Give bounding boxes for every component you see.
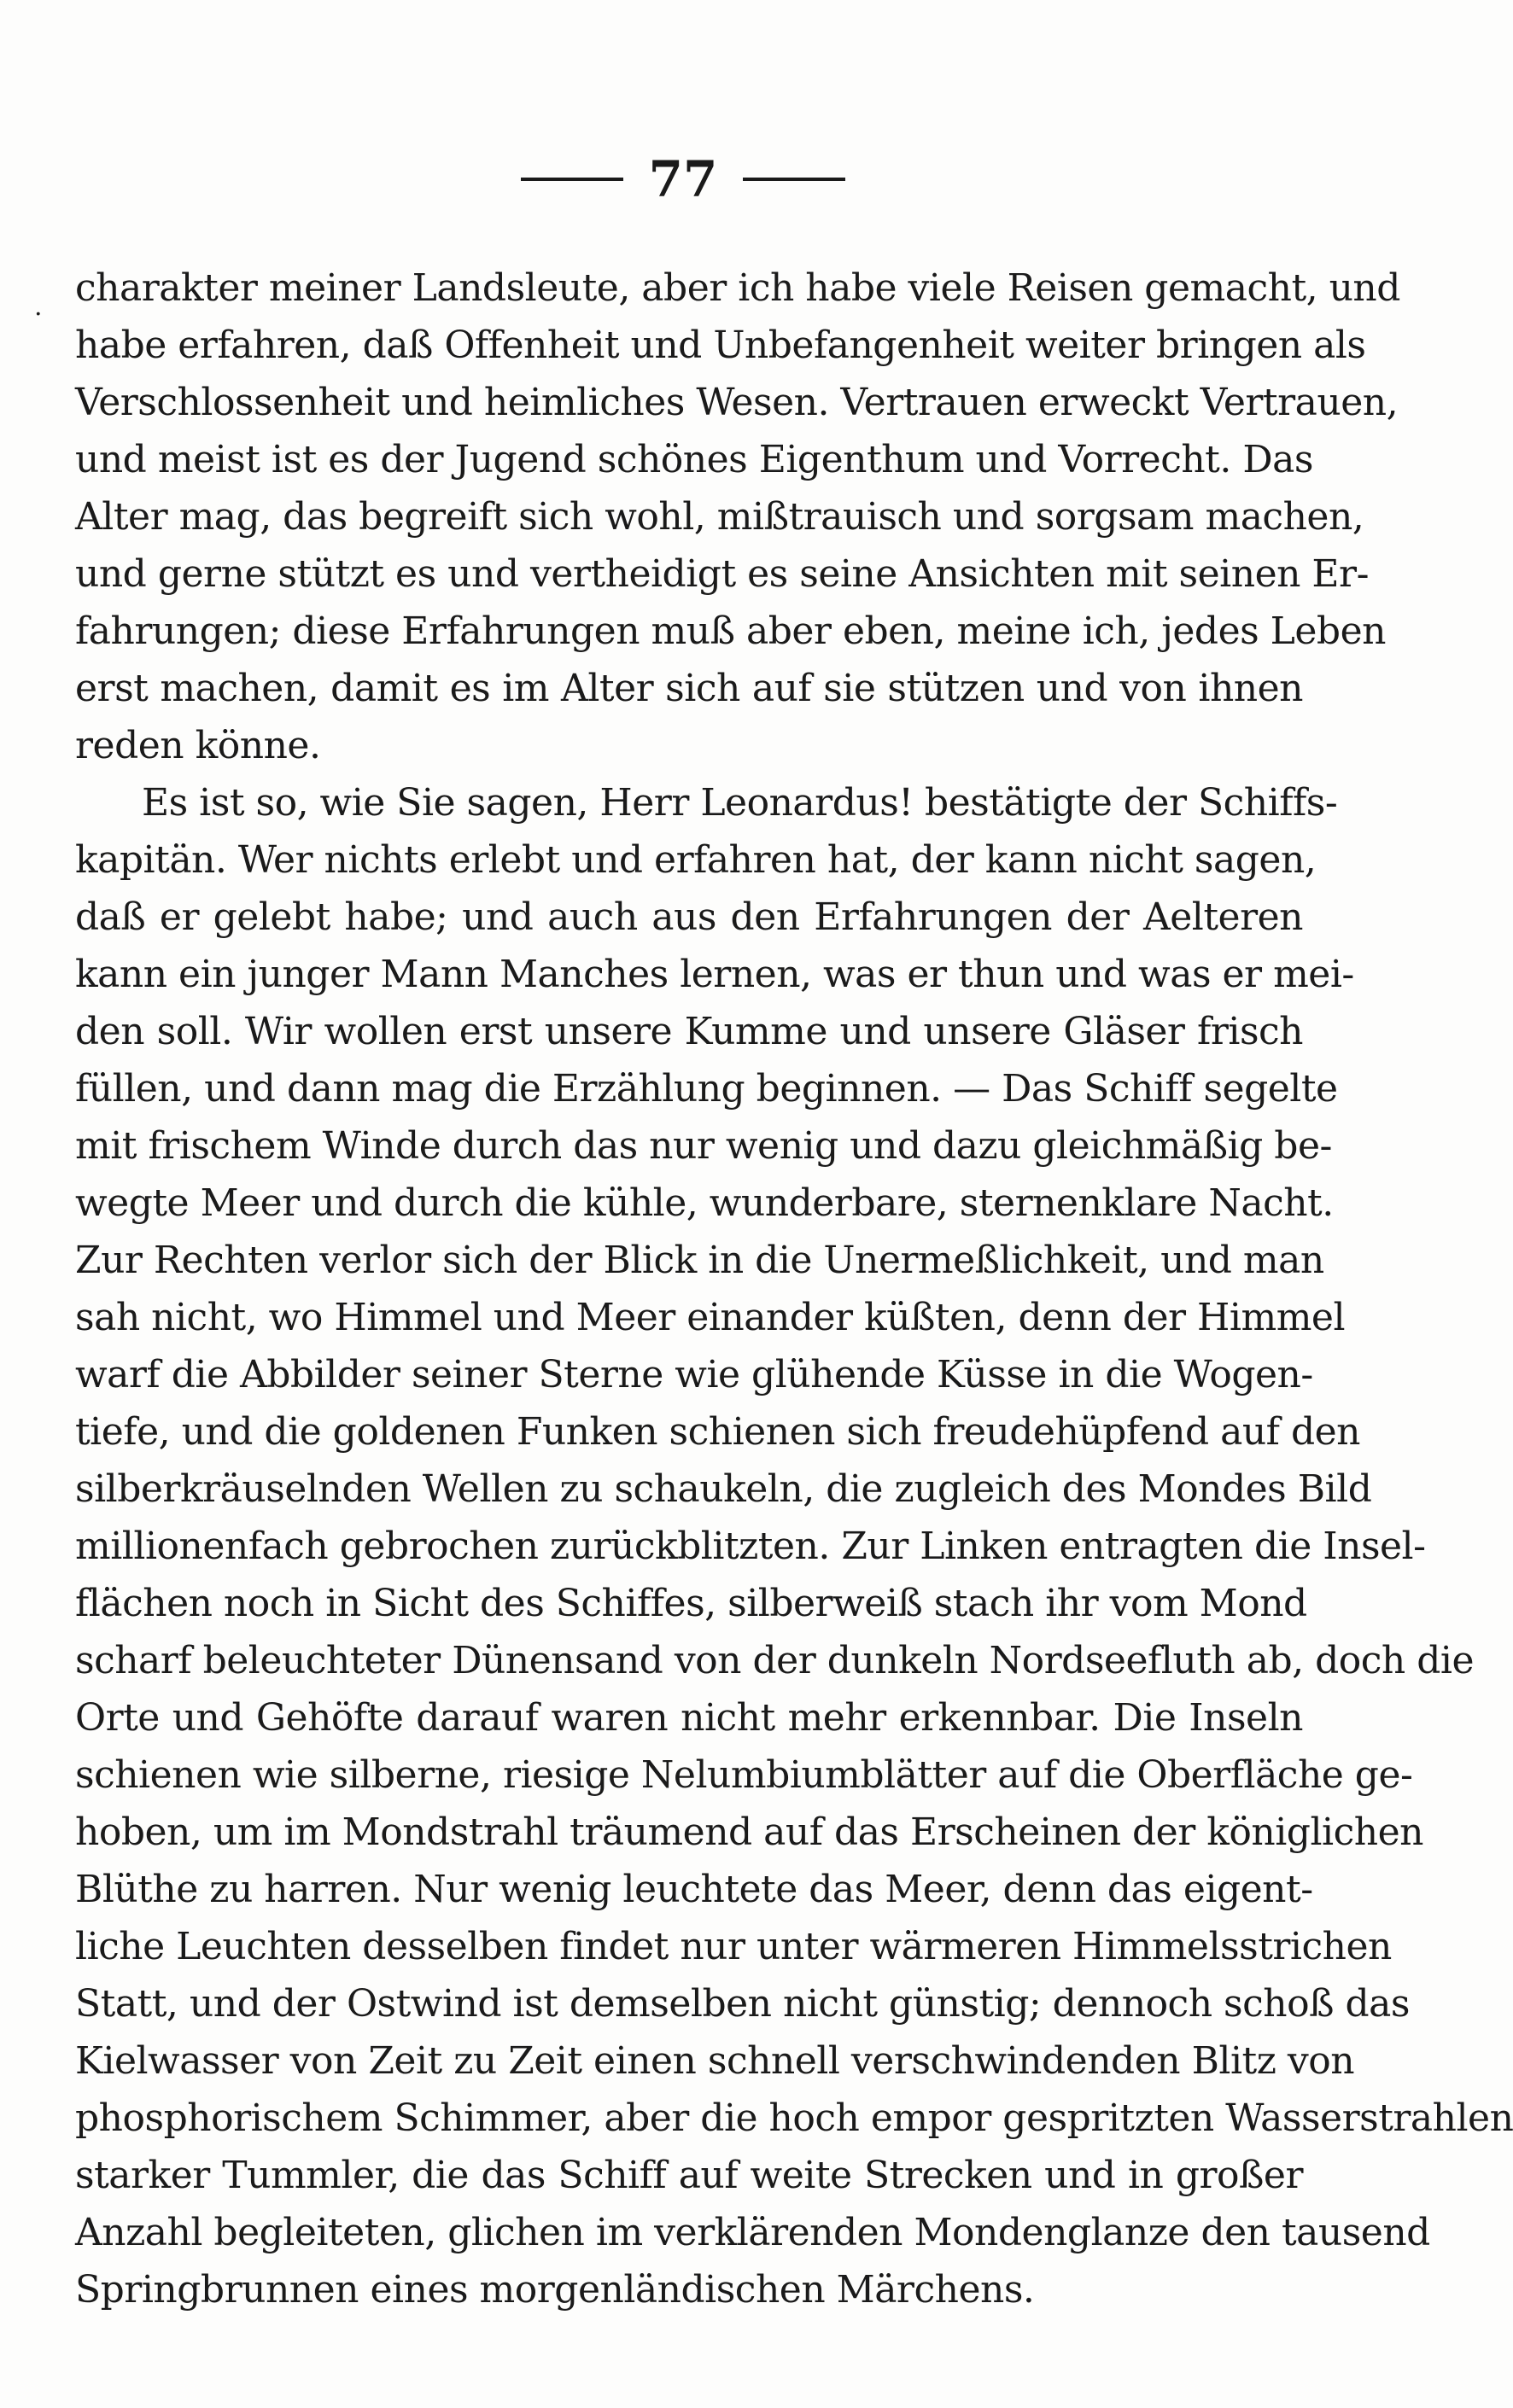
text-line: starker Tummler, die das Schiff auf weite Strecken und in großer (75, 2154, 1303, 2197)
text-line: und meist ist es der Jugend schönes Eigenthum und Vorrecht. Das (75, 438, 1313, 481)
text-line: tiefe, und die goldenen Funken schienen sich freudehüpfend auf den (75, 1410, 1360, 1454)
text-line: Orte und Gehöfte darauf waren nicht mehr erkennbar. Die Inseln (75, 1696, 1303, 1740)
header-rule-right (743, 178, 845, 181)
text-line: Es ist so, wie Sie sagen, Herr Leonardus! bestätigte der Schiffs- (142, 781, 1338, 825)
text-line: hoben, um im Mondstrahl träumend auf das Erscheinen der königlichen (75, 1810, 1423, 1854)
text-line: fahrungen; diese Erfahrungen muß aber eben, meine ich, jedes Leben (75, 609, 1386, 653)
text-line: wegte Meer und durch die kühle, wunderbare, sternenklare Nacht. (75, 1181, 1334, 1225)
text-line: Zur Rechten verlor sich der Blick in die Unermeßlichkeit, und man (75, 1239, 1324, 1282)
text-line: kapitän. Wer nichts erlebt und erfahren hat, der kann nicht sagen, (75, 838, 1317, 882)
text-line: Anzahl begleiteten, glichen im verklärenden Mondenglanze den tausend (75, 2211, 1430, 2254)
text-line: Springbrunnen eines morgenländischen Märchens. (75, 2268, 1035, 2312)
text-line: reden könne. (75, 724, 321, 767)
body-text (75, 259, 1513, 2318)
text-line: Kielwasser von Zeit zu Zeit einen schnell verschwindenden Blitz von (75, 2039, 1355, 2083)
text-line: mit frischem Winde durch das nur wenig und dazu gleichmäßig be- (75, 1124, 1332, 1168)
text-line: schienen wie silberne, riesige Nelumbiumblätter auf die Oberfläche ge- (75, 1753, 1413, 1797)
text-line: und gerne stützt es und vertheidigt es seine Ansichten mit seinen Er- (75, 552, 1369, 596)
text-line: flächen noch in Sicht des Schiffes, silberweiß stach ihr vom Mond (75, 1582, 1307, 1625)
text-line: warf die Abbilder seiner Sterne wie glühende Küsse in die Wogen- (75, 1353, 1313, 1396)
text-line: Blüthe zu harren. Nur wenig leuchtete das Meer, denn das eigent- (75, 1868, 1313, 1911)
text-line: millionenfach gebrochen zurückblitzten. Zur Linken entragten die Insel- (75, 1525, 1426, 1568)
text-line: Alter mag, das begreift sich wohl, mißtrauisch und sorgsam machen, (75, 495, 1364, 539)
text-line: habe erfahren, daß Offenheit und Unbefangenheit weiter bringen als (75, 324, 1366, 367)
text-line: phosphorischem Schimmer, aber die hoch empor gespritzten Wasserstrahlen (75, 2096, 1513, 2140)
text-line: den soll. Wir wollen erst unsere Kumme und unsere Gläser frisch (75, 1010, 1303, 1053)
header-rule-left (521, 178, 623, 181)
text-line: daß er gelebt habe; und auch aus den Erfahrungen der Aelteren (75, 895, 1303, 939)
text-line: erst machen, damit es im Alter sich auf sie stützen und von ihnen (75, 667, 1303, 710)
text-line: charakter meiner Landsleute, aber ich habe viele Reisen gemacht, und (75, 266, 1400, 310)
text-line: silberkräuselnden Wellen zu schaukeln, die zugleich des Mondes Bild (75, 1467, 1372, 1511)
text-line: sah nicht, wo Himmel und Meer einander küßten, denn der Himmel (75, 1296, 1346, 1339)
text-line: scharf beleuchteter Dünensand von der dunkeln Nordseefluth ab, doch die (75, 1639, 1474, 1682)
text-line: Verschlossenheit und heimliches Wesen. Vertrauen erweckt Vertrauen, (75, 381, 1399, 424)
text-line: Statt, und der Ostwind ist demselben nicht günstig; dennoch schoß das (75, 1982, 1410, 2026)
page-header (0, 149, 1366, 209)
text-line: kann ein junger Mann Manches lernen, was er thun und was er mei- (75, 953, 1354, 996)
text-line: füllen, und dann mag die Erzählung beginnen. — Das Schiff segelte (75, 1067, 1338, 1111)
text-line: liche Leuchten desselben findet nur unter wärmeren Himmelsstrichen (75, 1925, 1392, 1968)
page-number: 77 (648, 150, 718, 208)
margin-mark: . (34, 292, 43, 322)
